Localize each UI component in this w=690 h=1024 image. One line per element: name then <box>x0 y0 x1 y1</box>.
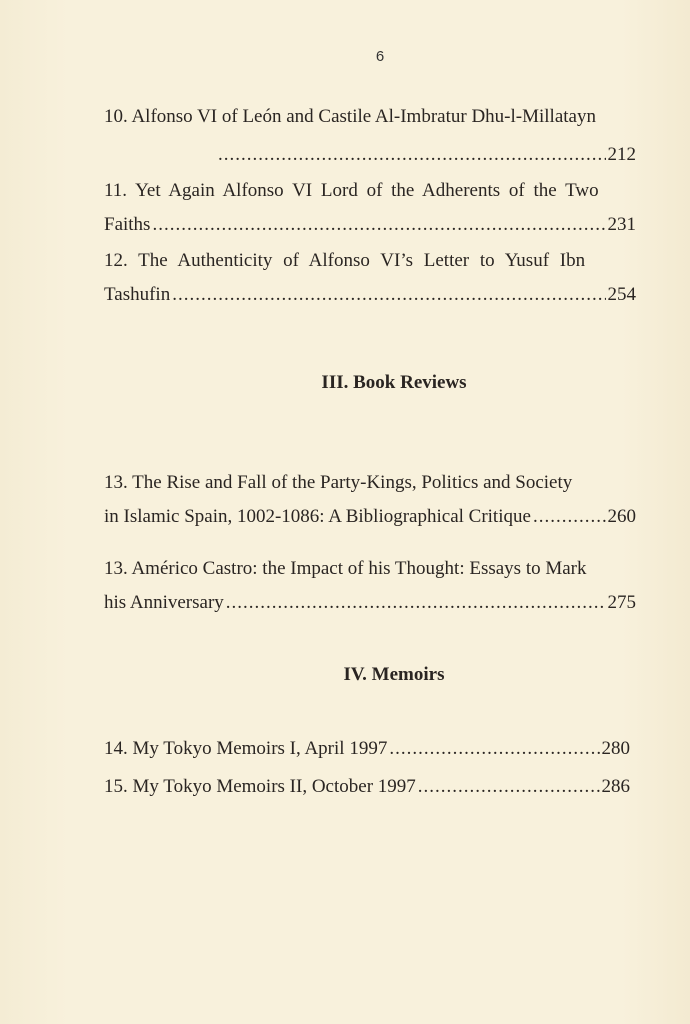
toc-entry-15 <box>104 770 630 804</box>
toc-entry-leader-row <box>104 586 636 620</box>
toc-entry-title-text: 12. The Authenticity of Alfonso VI’s Letter to Yusuf Ibn <box>104 250 586 271</box>
toc-entry-page: 212 <box>607 144 636 165</box>
dot-leader <box>533 500 606 534</box>
toc-entry-page: 280 <box>601 738 630 759</box>
toc-entry-14 <box>104 732 630 766</box>
toc-entry-13b <box>104 552 636 620</box>
toc-entry-title-text: 10. Alfonso VI of León and Castile Al-Imbratur Dhu-l-Millatayn <box>104 106 596 127</box>
section-heading-book-reviews: III. Book Reviews <box>321 372 467 393</box>
toc-entry-leader-row <box>104 278 636 312</box>
dot-leader <box>218 138 606 172</box>
toc-entry-10 <box>104 100 636 172</box>
toc-entry-page: 231 <box>607 214 636 235</box>
toc-entry-title-text: 14. My Tokyo Memoirs I, April 1997 <box>104 738 388 759</box>
toc-entry-leader-row <box>104 770 630 804</box>
toc-entry-title-text: 11. Yet Again Alfonso VI Lord of the Adherents of the Two <box>104 180 599 201</box>
toc-entry-page: 275 <box>607 592 636 613</box>
toc-entry-title-text-cont: in Islamic Spain, 1002-1086: A Bibliographical Critique <box>104 506 531 527</box>
toc-entry-title <box>104 174 636 208</box>
dot-leader <box>172 278 605 312</box>
toc-entry-leader-row <box>104 208 636 242</box>
toc-entry-leader-row <box>104 500 636 534</box>
toc-entry-title <box>104 466 636 500</box>
dot-leader <box>418 770 600 804</box>
dot-leader <box>226 586 606 620</box>
toc-entry-page: 254 <box>607 284 636 305</box>
toc-entry-leader-row <box>104 138 636 172</box>
toc-entry-page: 260 <box>607 506 636 527</box>
toc-entry-title-text: 13. Américo Castro: the Impact of his Thought: Essays to Mark <box>104 558 587 579</box>
toc-entry-title-text-cont: Faiths <box>104 214 151 235</box>
toc-entry-title-text: 15. My Tokyo Memoirs II, October 1997 <box>104 776 416 797</box>
toc-entry-title <box>104 100 636 134</box>
dot-leader <box>152 208 605 242</box>
section-heading-memoirs: IV. Memoirs <box>343 664 445 685</box>
toc-entry-leader-row <box>104 732 630 766</box>
toc-entry-page: 286 <box>601 776 630 797</box>
toc-entry-title <box>104 244 636 278</box>
toc-entry-title <box>104 552 636 586</box>
toc-entry-title-text-cont: his Anniversary <box>104 592 224 613</box>
toc-entry-12 <box>104 244 636 312</box>
dot-leader <box>389 732 599 766</box>
page-number: 6 <box>375 48 385 65</box>
toc-entry-13a <box>104 466 636 534</box>
toc-entry-11 <box>104 174 636 242</box>
toc-entry-title-text-cont: Tashufin <box>104 284 171 305</box>
toc-entry-title-text: 13. The Rise and Fall of the Party-Kings, Politics and Society <box>104 472 573 493</box>
